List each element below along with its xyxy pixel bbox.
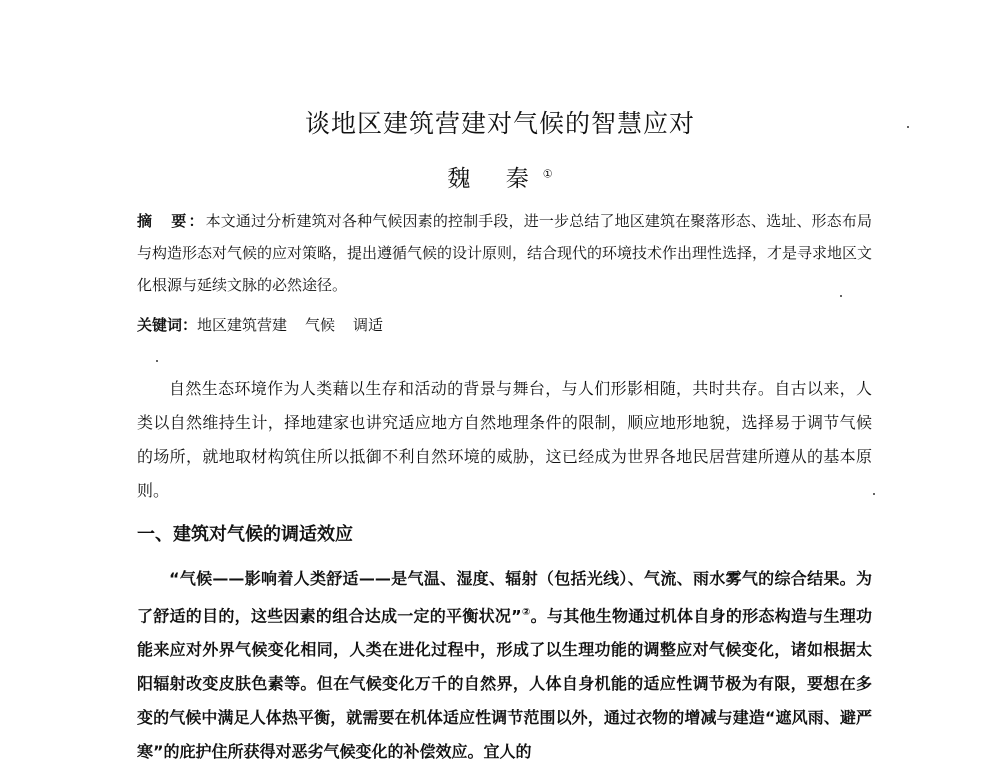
paper-title: 谈地区建筑营建对气候的智慧应对 [304, 109, 695, 138]
keywords-label: 关键词： [137, 316, 198, 334]
keyword-item: 地区建筑营建 [197, 316, 288, 334]
section-footnote-mark: ② [521, 607, 531, 618]
author-line [0, 160, 1000, 193]
keywords [137, 310, 872, 340]
scan-speck [873, 493, 875, 495]
section-quote: “气候——影响着人类舒适——是气温、湿度、辐射（包括光线）、气流、雨水雾气的综合结果。为了舒适的目的，这些因素的组合达成一定的平衡状况” [137, 569, 872, 626]
author-footnote-mark: ① [542, 167, 553, 181]
abstract-text: 本文通过分析建筑对各种气候因素的控制手段，进一步总结了地区建筑在聚落形态、选址、形态布局与构造形态对气候的应对策略，提出遵循气候的设计原则，结合现代的环境技术作出理性选择，才是寻求地区文化根源与延续文脉的必然途径。 [137, 212, 873, 294]
abstract-label: 摘 要： [137, 212, 206, 230]
keyword-item: 气候 [305, 316, 336, 334]
abstract [137, 205, 872, 301]
scan-speck [907, 126, 909, 128]
keyword-item: 调适 [353, 316, 384, 334]
scan-speck [156, 360, 158, 362]
author-name: 魏 秦 [447, 166, 543, 192]
intro-paragraph: 自然生态环境作为人类藉以生存和活动的背景与舞台，与人们形影相随，共时共存。自古以来，人类以自然维持生计，择地建家也讲究适应地方自然地理条件的限制，顺应地形地貌，选择易于调节气候的场所，就地取材构筑住所以抵御不利自然环境的威胁，这已经成为世界各地民居营建所遵从的基本原则。 [137, 379, 872, 500]
section-paragraph [137, 562, 872, 769]
scan-speck [840, 295, 842, 297]
section-paragraph-text: 。与其他生物通过机体自身的形态构造与生理功能来应对外界气候变化相同，人类在进化过程中，形成了以生理功能的调整应对气候变化，诸如根据太阳辐射改变皮肤色素等。但在气候变化万千的自然界，人体自身机能的适应性调节极为有限，要想在多变的气候中满足人体热平衡，就需要在机体适应性调节范围以外，通过衣物的增减与建造“遮风雨、避严寒”的庇护住所获得对恶劣气候变化的补偿效应。宜人的 [137, 606, 872, 762]
section-heading: 一、建筑对气候的调适效应 [137, 524, 353, 545]
